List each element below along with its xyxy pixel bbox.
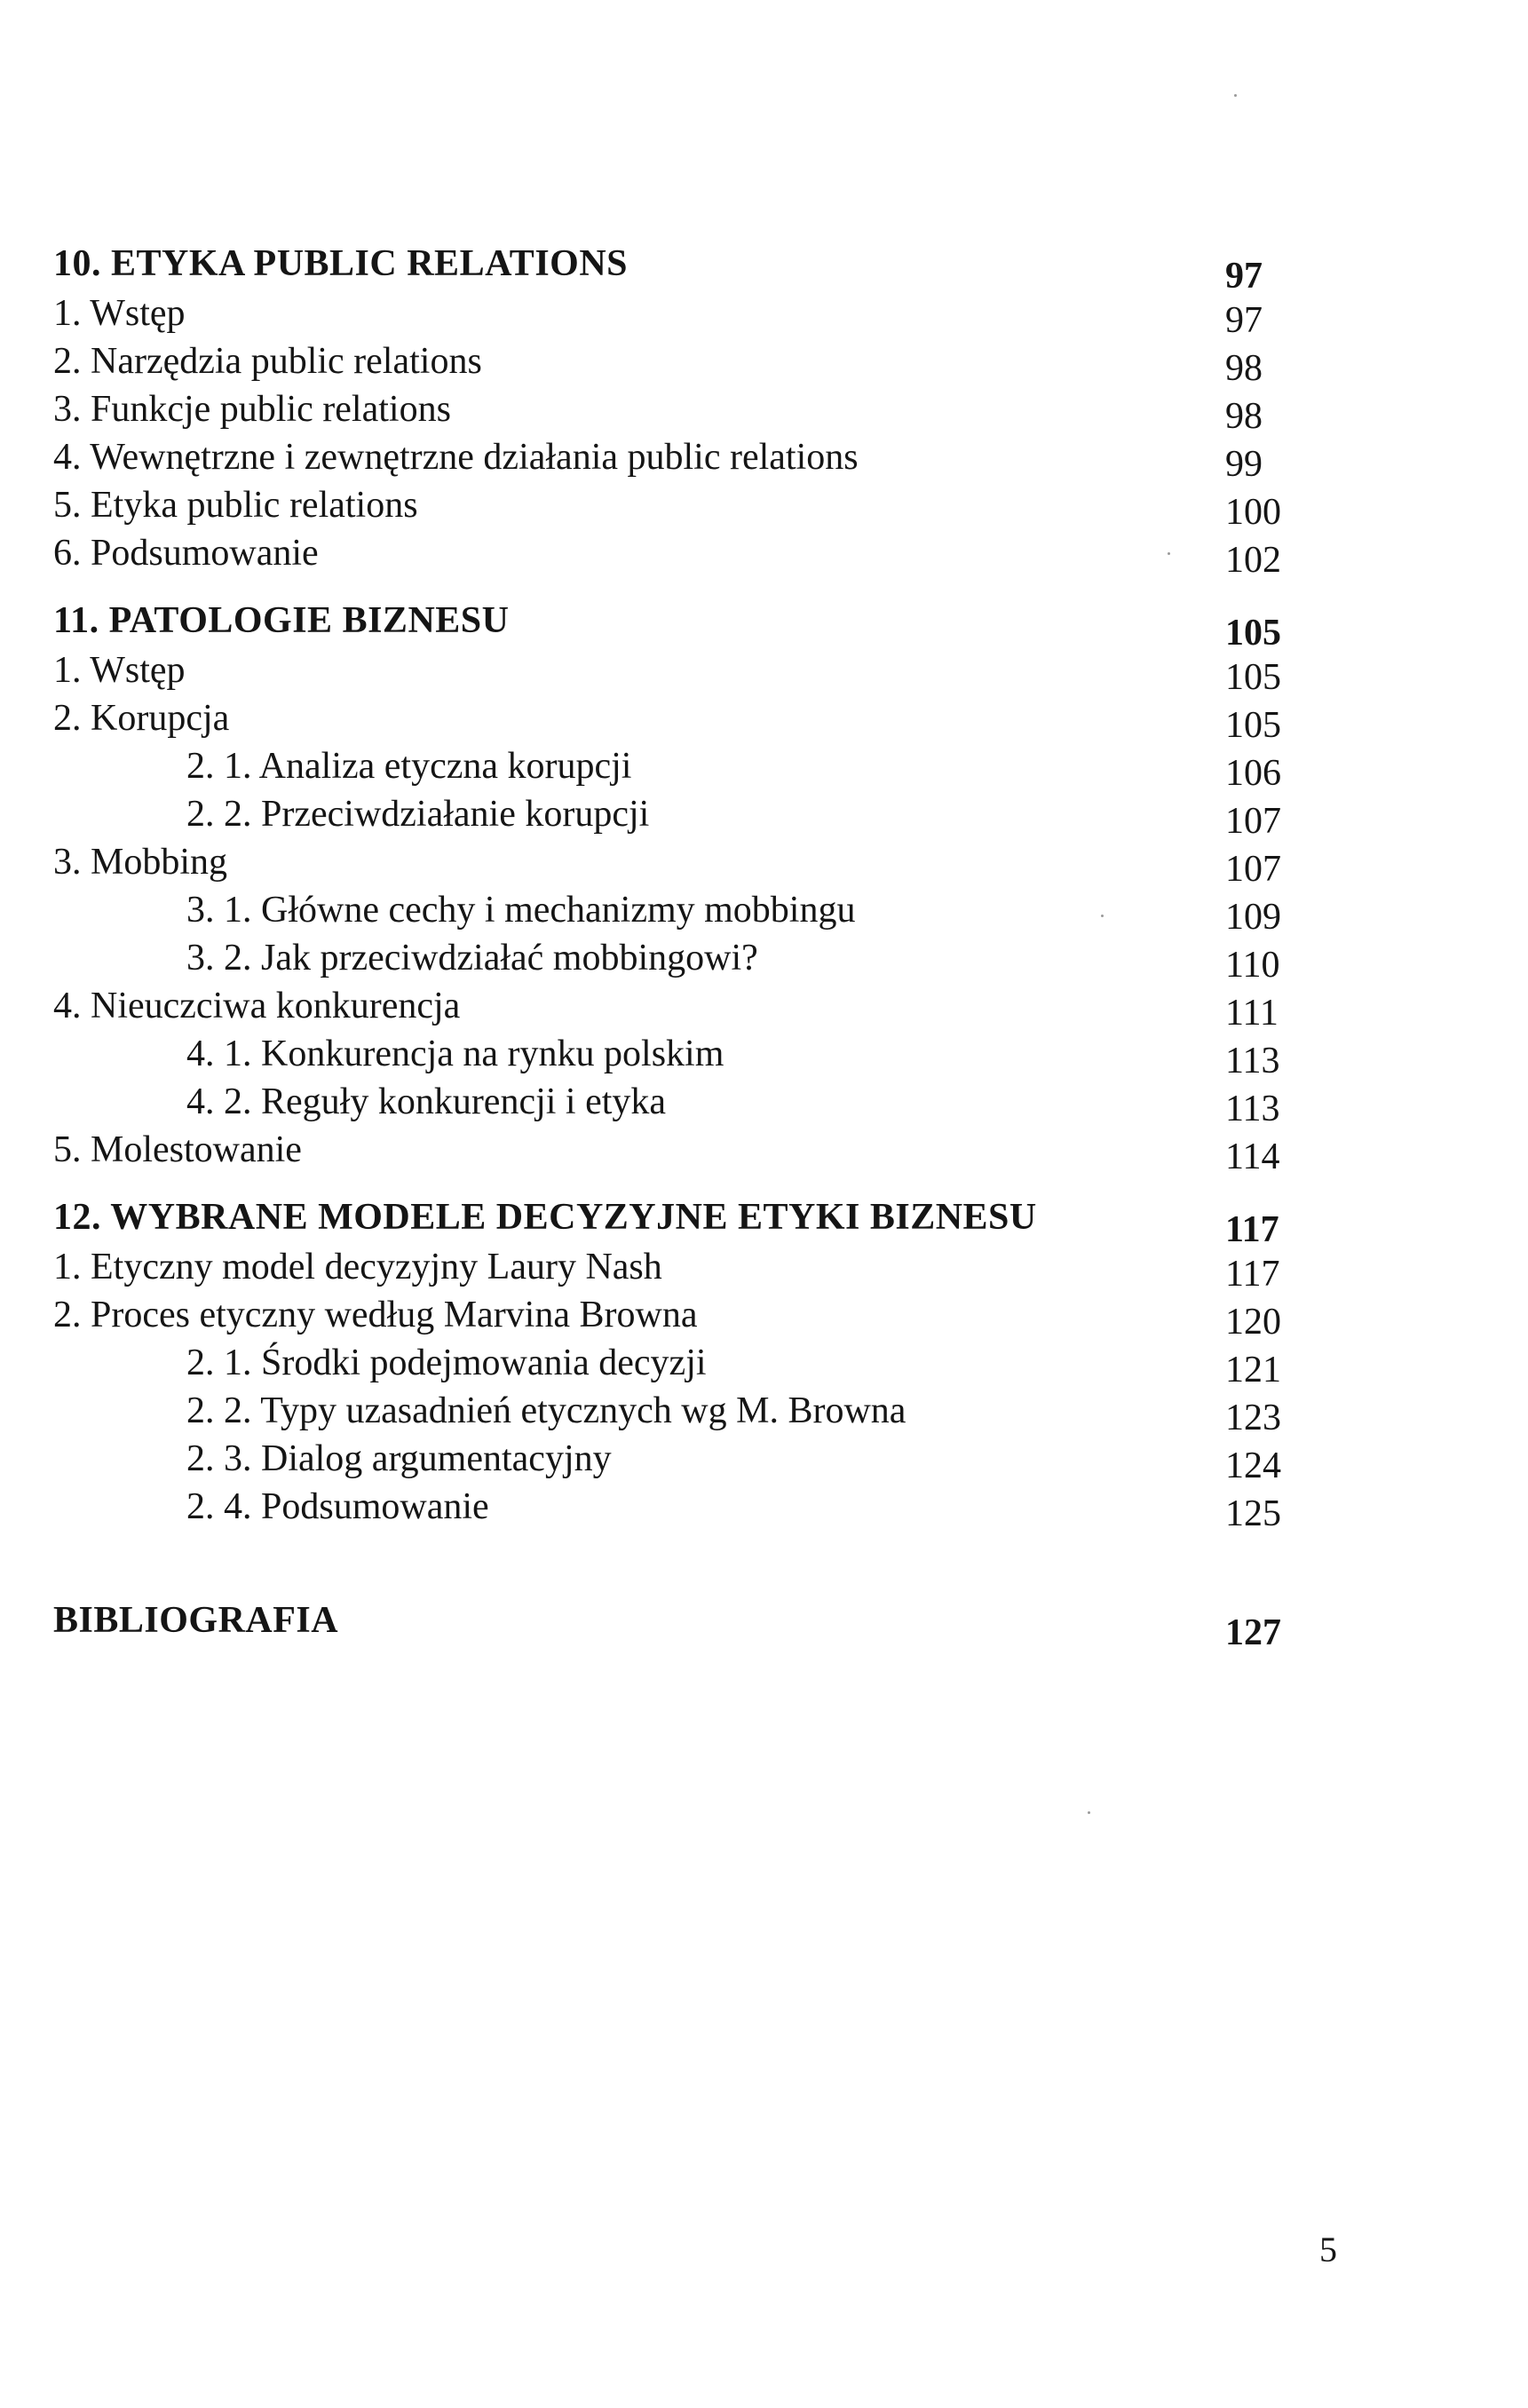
entry-page: 111 [1225,993,1279,1034]
toc-section-row [53,481,1296,533]
entry-title: 3. 1. Główne cechy i mechanizmy mobbingu [186,890,856,931]
entry-page: 100 [1225,492,1281,533]
entry-title: 2. Proces etyczny według Marvina Browna [53,1295,698,1335]
scan-speck [1234,94,1237,97]
entry-page: 124 [1225,1446,1281,1486]
entry-title: 3. 2. Jak przeciwdziałać mobbingowi? [186,938,758,978]
toc-section-row [53,529,1296,581]
scan-speck [1168,552,1170,555]
scan-speck [1088,1811,1090,1814]
scan-speck [1101,915,1104,917]
toc-section-row [53,982,1296,1034]
entry-title: 2. 4. Podsumowanie [186,1486,489,1527]
toc-chapter [53,240,1296,581]
toc-subsection-row [53,790,1296,842]
bibliography-page: 127 [1225,1612,1281,1653]
toc-section-row [53,433,1296,485]
entry-page: 123 [1225,1398,1281,1438]
entry-page: 107 [1225,849,1281,890]
toc-subsection-row [53,1387,1296,1438]
entry-page: 106 [1225,753,1281,794]
toc-subsection-row [53,1483,1296,1534]
chapter-page: 97 [1225,256,1263,297]
entry-page: 105 [1225,657,1281,698]
toc-section-row [53,337,1296,389]
entry-title: 3. Funkcje public relations [53,389,451,430]
bibliography-title: BIBLIOGRAFIA [53,1600,339,1641]
entry-page: 113 [1225,1041,1280,1081]
entry-title: 1. Wstęp [53,293,186,334]
entry-page: 113 [1225,1089,1280,1129]
toc-subsection-row [53,1078,1296,1129]
toc-chapter-heading [53,1193,1296,1250]
toc-subsection-row [53,934,1296,986]
entry-title: 2. 2. Przeciwdziałanie korupcji [186,794,650,835]
toc-subsection-row [53,1030,1296,1081]
entry-title: 4. 2. Reguły konkurencji i etyka [186,1081,667,1122]
entry-title: 2. Korupcja [53,698,230,739]
toc-subsection-row [53,742,1296,794]
entry-page: 97 [1225,300,1263,341]
chapter-title: 12. WYBRANE MODELE DECYZYJNE ETYKI BIZNESU [53,1197,1037,1238]
entry-title: 1. Etyczny model decyzyjny Laury Nash [53,1247,662,1287]
toc-section-row [53,289,1296,341]
toc-section-row [53,694,1296,746]
toc-chapter [53,1193,1296,1534]
entry-page: 98 [1225,396,1263,437]
chapter-title: 10. ETYKA PUBLIC RELATIONS [53,243,629,284]
entry-title: 4. 1. Konkurencja na rynku polskim [186,1034,724,1074]
entry-title: 1. Wstęp [53,650,186,691]
table-of-contents [53,240,1296,1534]
entry-title: 3. Mobbing [53,842,228,883]
toc-section-row [53,838,1296,890]
toc-section-row [53,1243,1296,1295]
entry-page: 120 [1225,1302,1281,1343]
entry-title: 2. 3. Dialog argumentacyjny [186,1438,612,1479]
toc-bibliography-row [53,1596,1296,1653]
entry-title: 2. 2. Typy uzasadnień etycznych wg M. Browna [186,1390,907,1431]
entry-page: 114 [1225,1137,1280,1177]
toc-chapter-heading [53,240,1296,297]
toc-section-row [53,1291,1296,1343]
entry-page: 109 [1225,897,1281,938]
entry-page: 110 [1225,945,1280,986]
entry-page: 98 [1225,348,1263,389]
entry-page: 102 [1225,540,1281,581]
toc-section-row [53,646,1296,698]
entry-page: 121 [1225,1350,1281,1390]
entry-title: 2. Narzędzia public relations [53,341,482,382]
entry-title: 2. 1. Środki podejmowania decyzji [186,1343,707,1383]
entry-page: 125 [1225,1493,1281,1534]
toc-chapter-heading [53,597,1296,653]
toc-subsection-row [53,1339,1296,1390]
chapter-page: 105 [1225,613,1281,653]
entry-title: 5. Etyka public relations [53,485,418,526]
entry-title: 4. Nieuczciwa konkurencja [53,986,461,1026]
chapter-page: 117 [1225,1209,1279,1250]
entry-title: 4. Wewnętrzne i zewnętrzne działania public relations [53,437,859,478]
toc-section-row [53,1126,1296,1177]
entry-title: 2. 1. Analiza etyczna korupcji [186,746,632,787]
entry-page: 107 [1225,801,1281,842]
entry-title: 6. Podsumowanie [53,533,319,574]
toc-chapter [53,597,1296,1177]
entry-page: 117 [1225,1254,1280,1295]
entry-title: 5. Molestowanie [53,1129,302,1170]
toc-section-row [53,385,1296,437]
chapter-title: 11. PATOLOGIE BIZNESU [53,600,510,641]
toc-subsection-row [53,1435,1296,1486]
toc-subsection-row [53,886,1296,938]
entry-page: 105 [1225,705,1281,746]
page-number: 5 [1319,2230,1337,2269]
entry-page: 99 [1225,444,1263,485]
